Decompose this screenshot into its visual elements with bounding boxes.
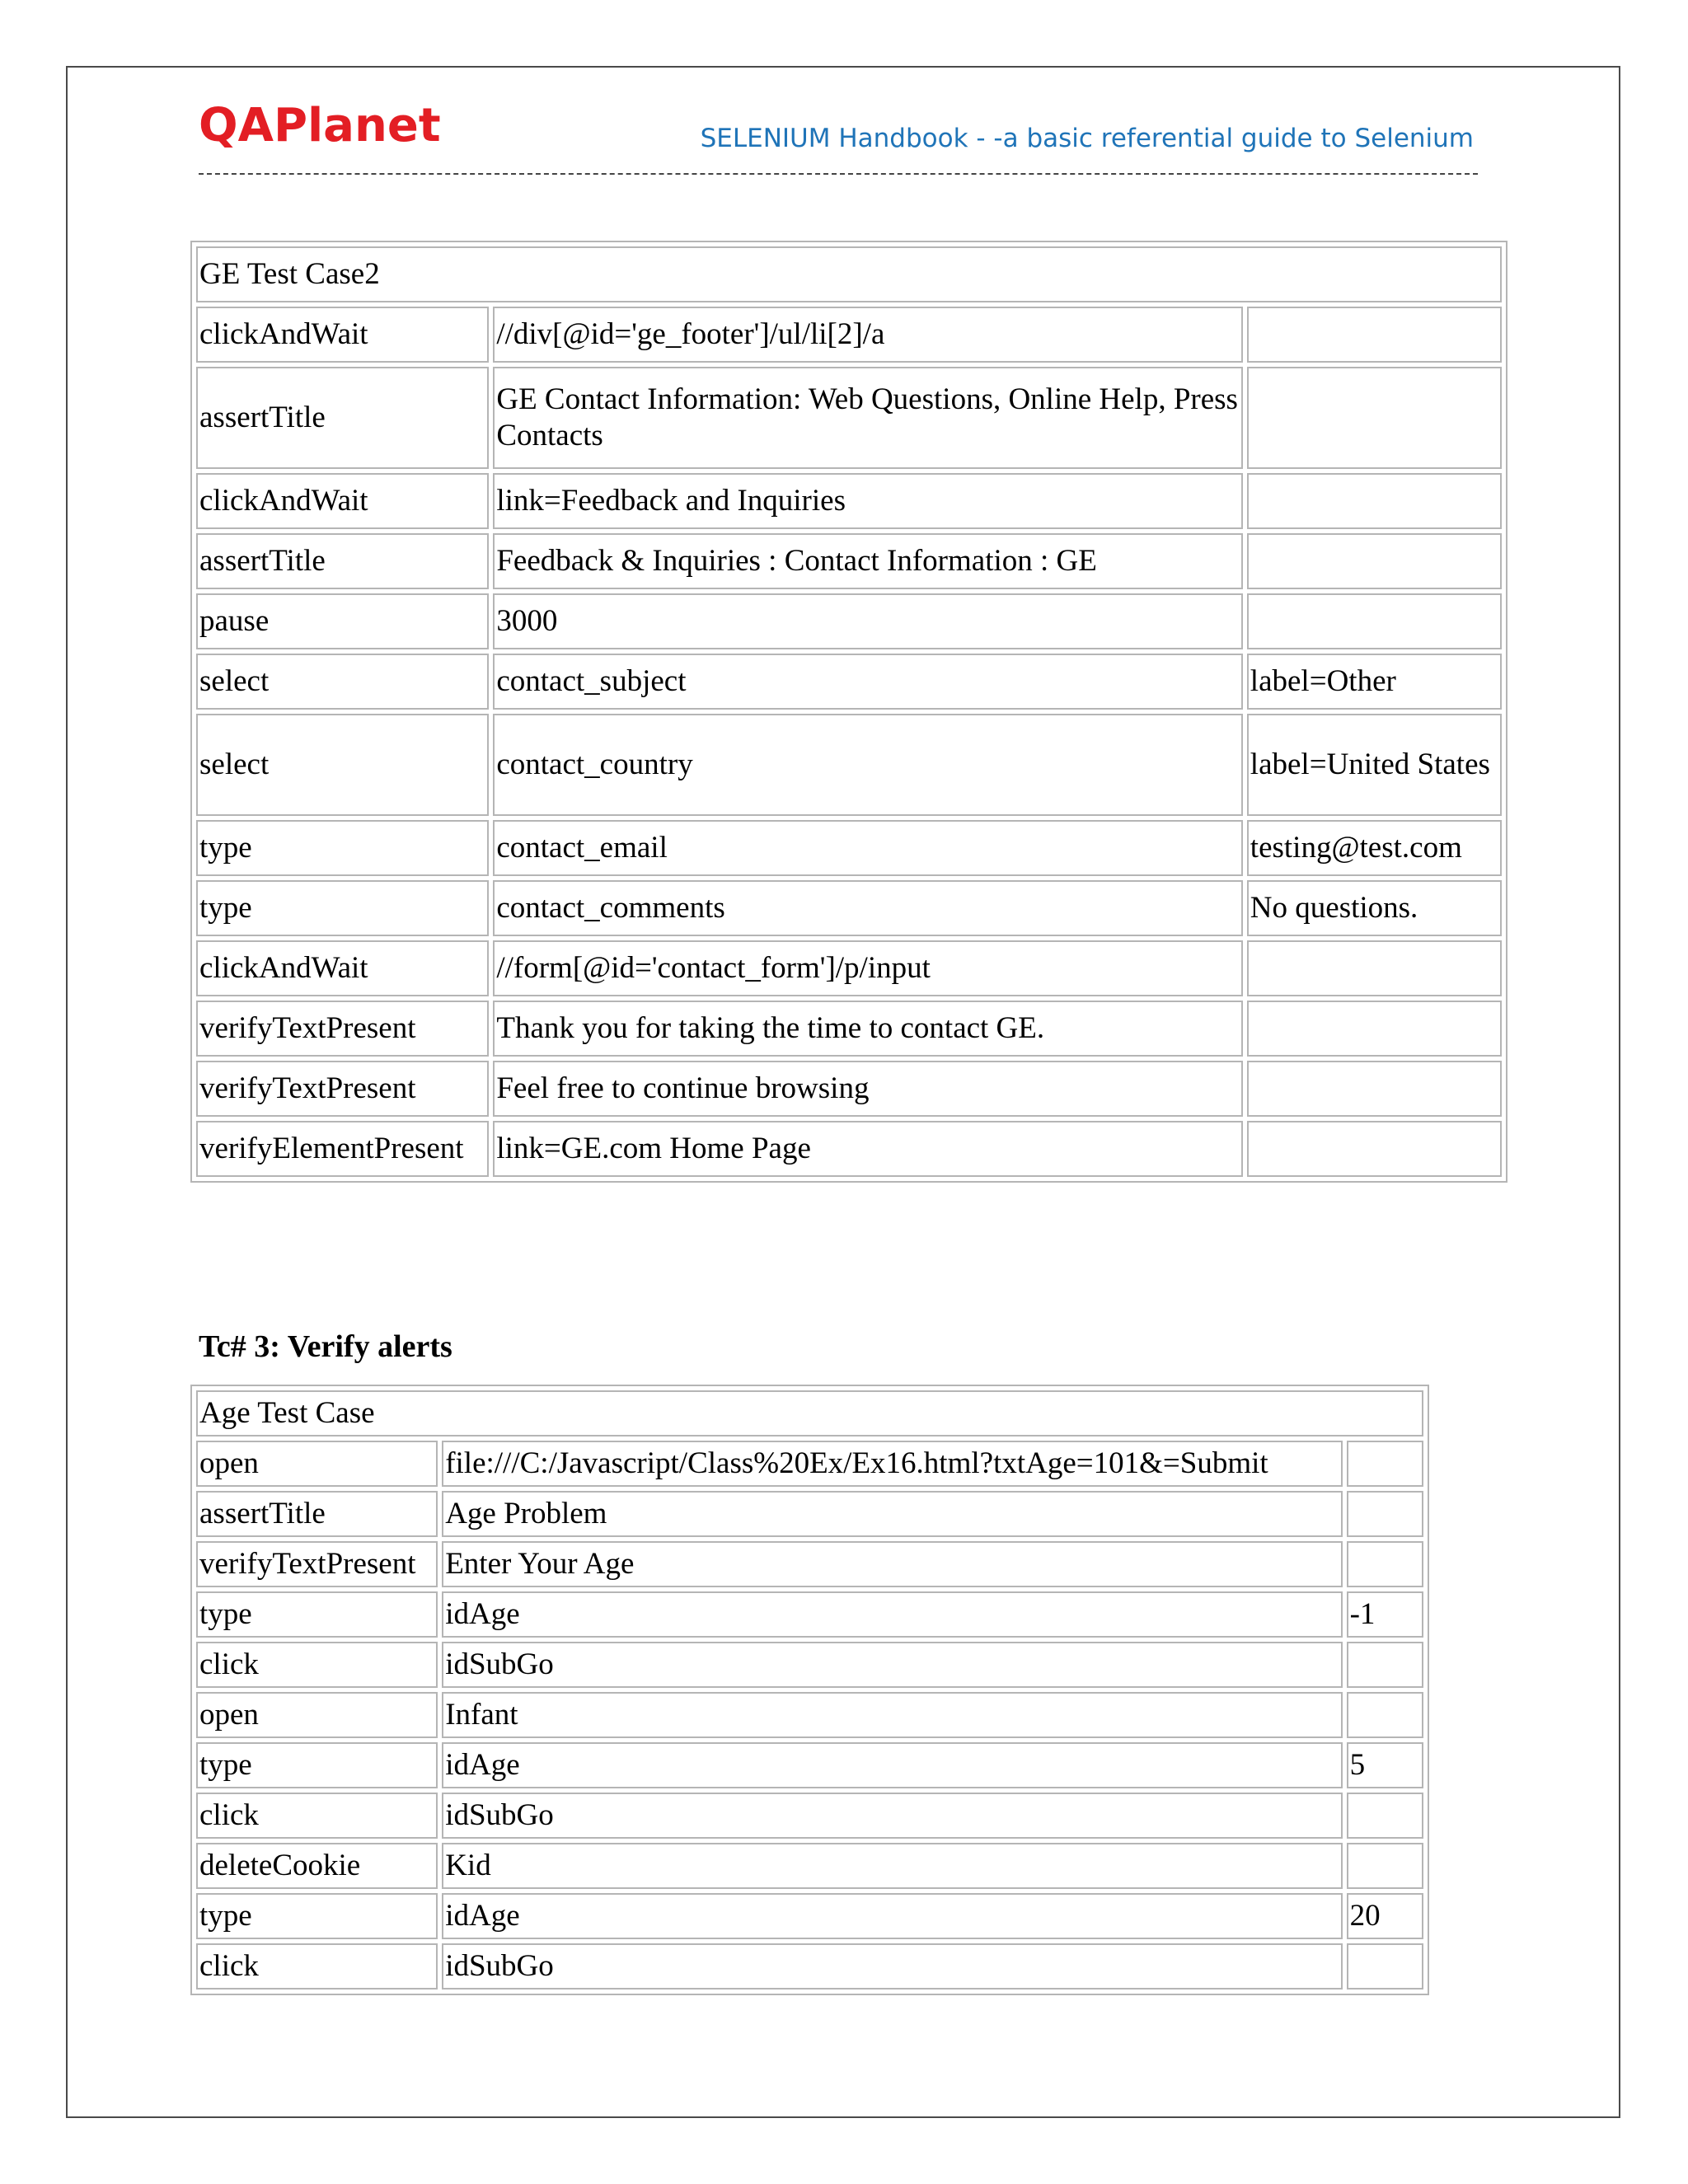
cell-value	[1347, 1692, 1423, 1738]
cell-target: contact_subject	[493, 654, 1242, 710]
table-row	[196, 1001, 1502, 1057]
cell-command: pause	[196, 593, 489, 649]
table-title-row	[196, 1390, 1423, 1436]
table-row	[196, 367, 1502, 469]
table-row	[196, 1742, 1423, 1788]
cell-command: deleteCookie	[196, 1843, 438, 1889]
table-row	[196, 714, 1502, 816]
cell-value	[1247, 940, 1502, 996]
cell-target: Enter Your Age	[442, 1541, 1342, 1587]
cell-command: verifyElementPresent	[196, 1121, 489, 1177]
cell-command: type	[196, 1893, 438, 1939]
cell-target: link=GE.com Home Page	[493, 1121, 1242, 1177]
cell-value	[1247, 1061, 1502, 1117]
cell-value	[1247, 1121, 1502, 1177]
cell-target: link=Feedback and Inquiries	[493, 473, 1242, 529]
cell-target: 3000	[493, 593, 1242, 649]
ge-test-case-table	[190, 241, 1507, 1183]
cell-command: clickAndWait	[196, 307, 489, 363]
cell-target: GE Contact Information: Web Questions, Online Help, Press Contacts	[493, 367, 1242, 469]
cell-target: idAge	[442, 1591, 1342, 1638]
cell-target: //div[@id='ge_footer']/ul/li[2]/a	[493, 307, 1242, 363]
cell-target: Age Problem	[442, 1491, 1342, 1537]
table-row	[196, 654, 1502, 710]
cell-value	[1347, 1843, 1423, 1889]
table-row	[196, 820, 1502, 876]
cell-target: idSubGo	[442, 1793, 1342, 1839]
cell-value	[1247, 1001, 1502, 1057]
cell-value	[1247, 593, 1502, 649]
table-row	[196, 1441, 1423, 1487]
cell-target: idAge	[442, 1893, 1342, 1939]
cell-value: -1	[1347, 1591, 1423, 1638]
cell-value: label=Other	[1247, 654, 1502, 710]
table-row	[196, 1541, 1423, 1587]
table-row	[196, 1061, 1502, 1117]
cell-command: clickAndWait	[196, 473, 489, 529]
cell-target: Kid	[442, 1843, 1342, 1889]
cell-target: contact_email	[493, 820, 1242, 876]
cell-command: verifyTextPresent	[196, 1061, 489, 1117]
cell-target: Thank you for taking the time to contact GE.	[493, 1001, 1242, 1057]
cell-command: assertTitle	[196, 1491, 438, 1537]
cell-target: idAge	[442, 1742, 1342, 1788]
cell-command: verifyTextPresent	[196, 1541, 438, 1587]
cell-value	[1347, 1491, 1423, 1537]
cell-value	[1247, 367, 1502, 469]
cell-command: clickAndWait	[196, 940, 489, 996]
cell-target: idSubGo	[442, 1642, 1342, 1688]
cell-target: Feedback & Inquiries : Contact Information : GE	[493, 533, 1242, 589]
table-row	[196, 1591, 1423, 1638]
table-row	[196, 1642, 1423, 1688]
brand-logo-text: QAPlanet	[199, 99, 441, 152]
cell-command: click	[196, 1793, 438, 1839]
cell-value	[1247, 473, 1502, 529]
table-row	[196, 473, 1502, 529]
cell-value	[1347, 1642, 1423, 1688]
table-row	[196, 940, 1502, 996]
cell-command: type	[196, 1742, 438, 1788]
section-heading: Tc# 3: Verify alerts	[199, 1329, 452, 1364]
table-row	[196, 1793, 1423, 1839]
cell-target: contact_comments	[493, 880, 1242, 936]
cell-value	[1247, 307, 1502, 363]
cell-value: testing@test.com	[1247, 820, 1502, 876]
cell-value	[1347, 1441, 1423, 1487]
table-row	[196, 1943, 1423, 1990]
header-divider	[199, 173, 1478, 175]
cell-value: 5	[1347, 1742, 1423, 1788]
cell-command: open	[196, 1441, 438, 1487]
cell-command: type	[196, 880, 489, 936]
cell-value: label=United States	[1247, 714, 1502, 816]
cell-command: select	[196, 654, 489, 710]
table-row	[196, 593, 1502, 649]
cell-value: No questions.	[1247, 880, 1502, 936]
table-row	[196, 880, 1502, 936]
cell-command: type	[196, 1591, 438, 1638]
table-title: Age Test Case	[196, 1390, 1423, 1436]
age-test-case-table	[190, 1385, 1429, 1995]
table-row	[196, 1692, 1423, 1738]
cell-command: assertTitle	[196, 533, 489, 589]
cell-command: select	[196, 714, 489, 816]
cell-value: 20	[1347, 1893, 1423, 1939]
table-row	[196, 1491, 1423, 1537]
cell-target: contact_country	[493, 714, 1242, 816]
table-row	[196, 307, 1502, 363]
header-subtitle: SELENIUM Handbook - -a basic referential guide to Selenium	[700, 124, 1474, 153]
cell-command: click	[196, 1642, 438, 1688]
cell-target: idSubGo	[442, 1943, 1342, 1990]
table-row	[196, 1843, 1423, 1889]
cell-command: open	[196, 1692, 438, 1738]
cell-value	[1347, 1541, 1423, 1587]
cell-value	[1347, 1793, 1423, 1839]
table-row	[196, 1893, 1423, 1939]
cell-command: type	[196, 820, 489, 876]
cell-value	[1247, 533, 1502, 589]
cell-value	[1347, 1943, 1423, 1990]
table-row	[196, 533, 1502, 589]
table-row	[196, 1121, 1502, 1177]
cell-command: click	[196, 1943, 438, 1990]
cell-command: assertTitle	[196, 367, 489, 469]
cell-target: //form[@id='contact_form']/p/input	[493, 940, 1242, 996]
table-title: GE Test Case2	[196, 246, 1502, 302]
cell-target: file:///C:/Javascript/Class%20Ex/Ex16.html?txtAge=101&=Submit	[442, 1441, 1342, 1487]
cell-target: Infant	[442, 1692, 1342, 1738]
table-title-row	[196, 246, 1502, 302]
cell-target: Feel free to continue browsing	[493, 1061, 1242, 1117]
cell-command: verifyTextPresent	[196, 1001, 489, 1057]
